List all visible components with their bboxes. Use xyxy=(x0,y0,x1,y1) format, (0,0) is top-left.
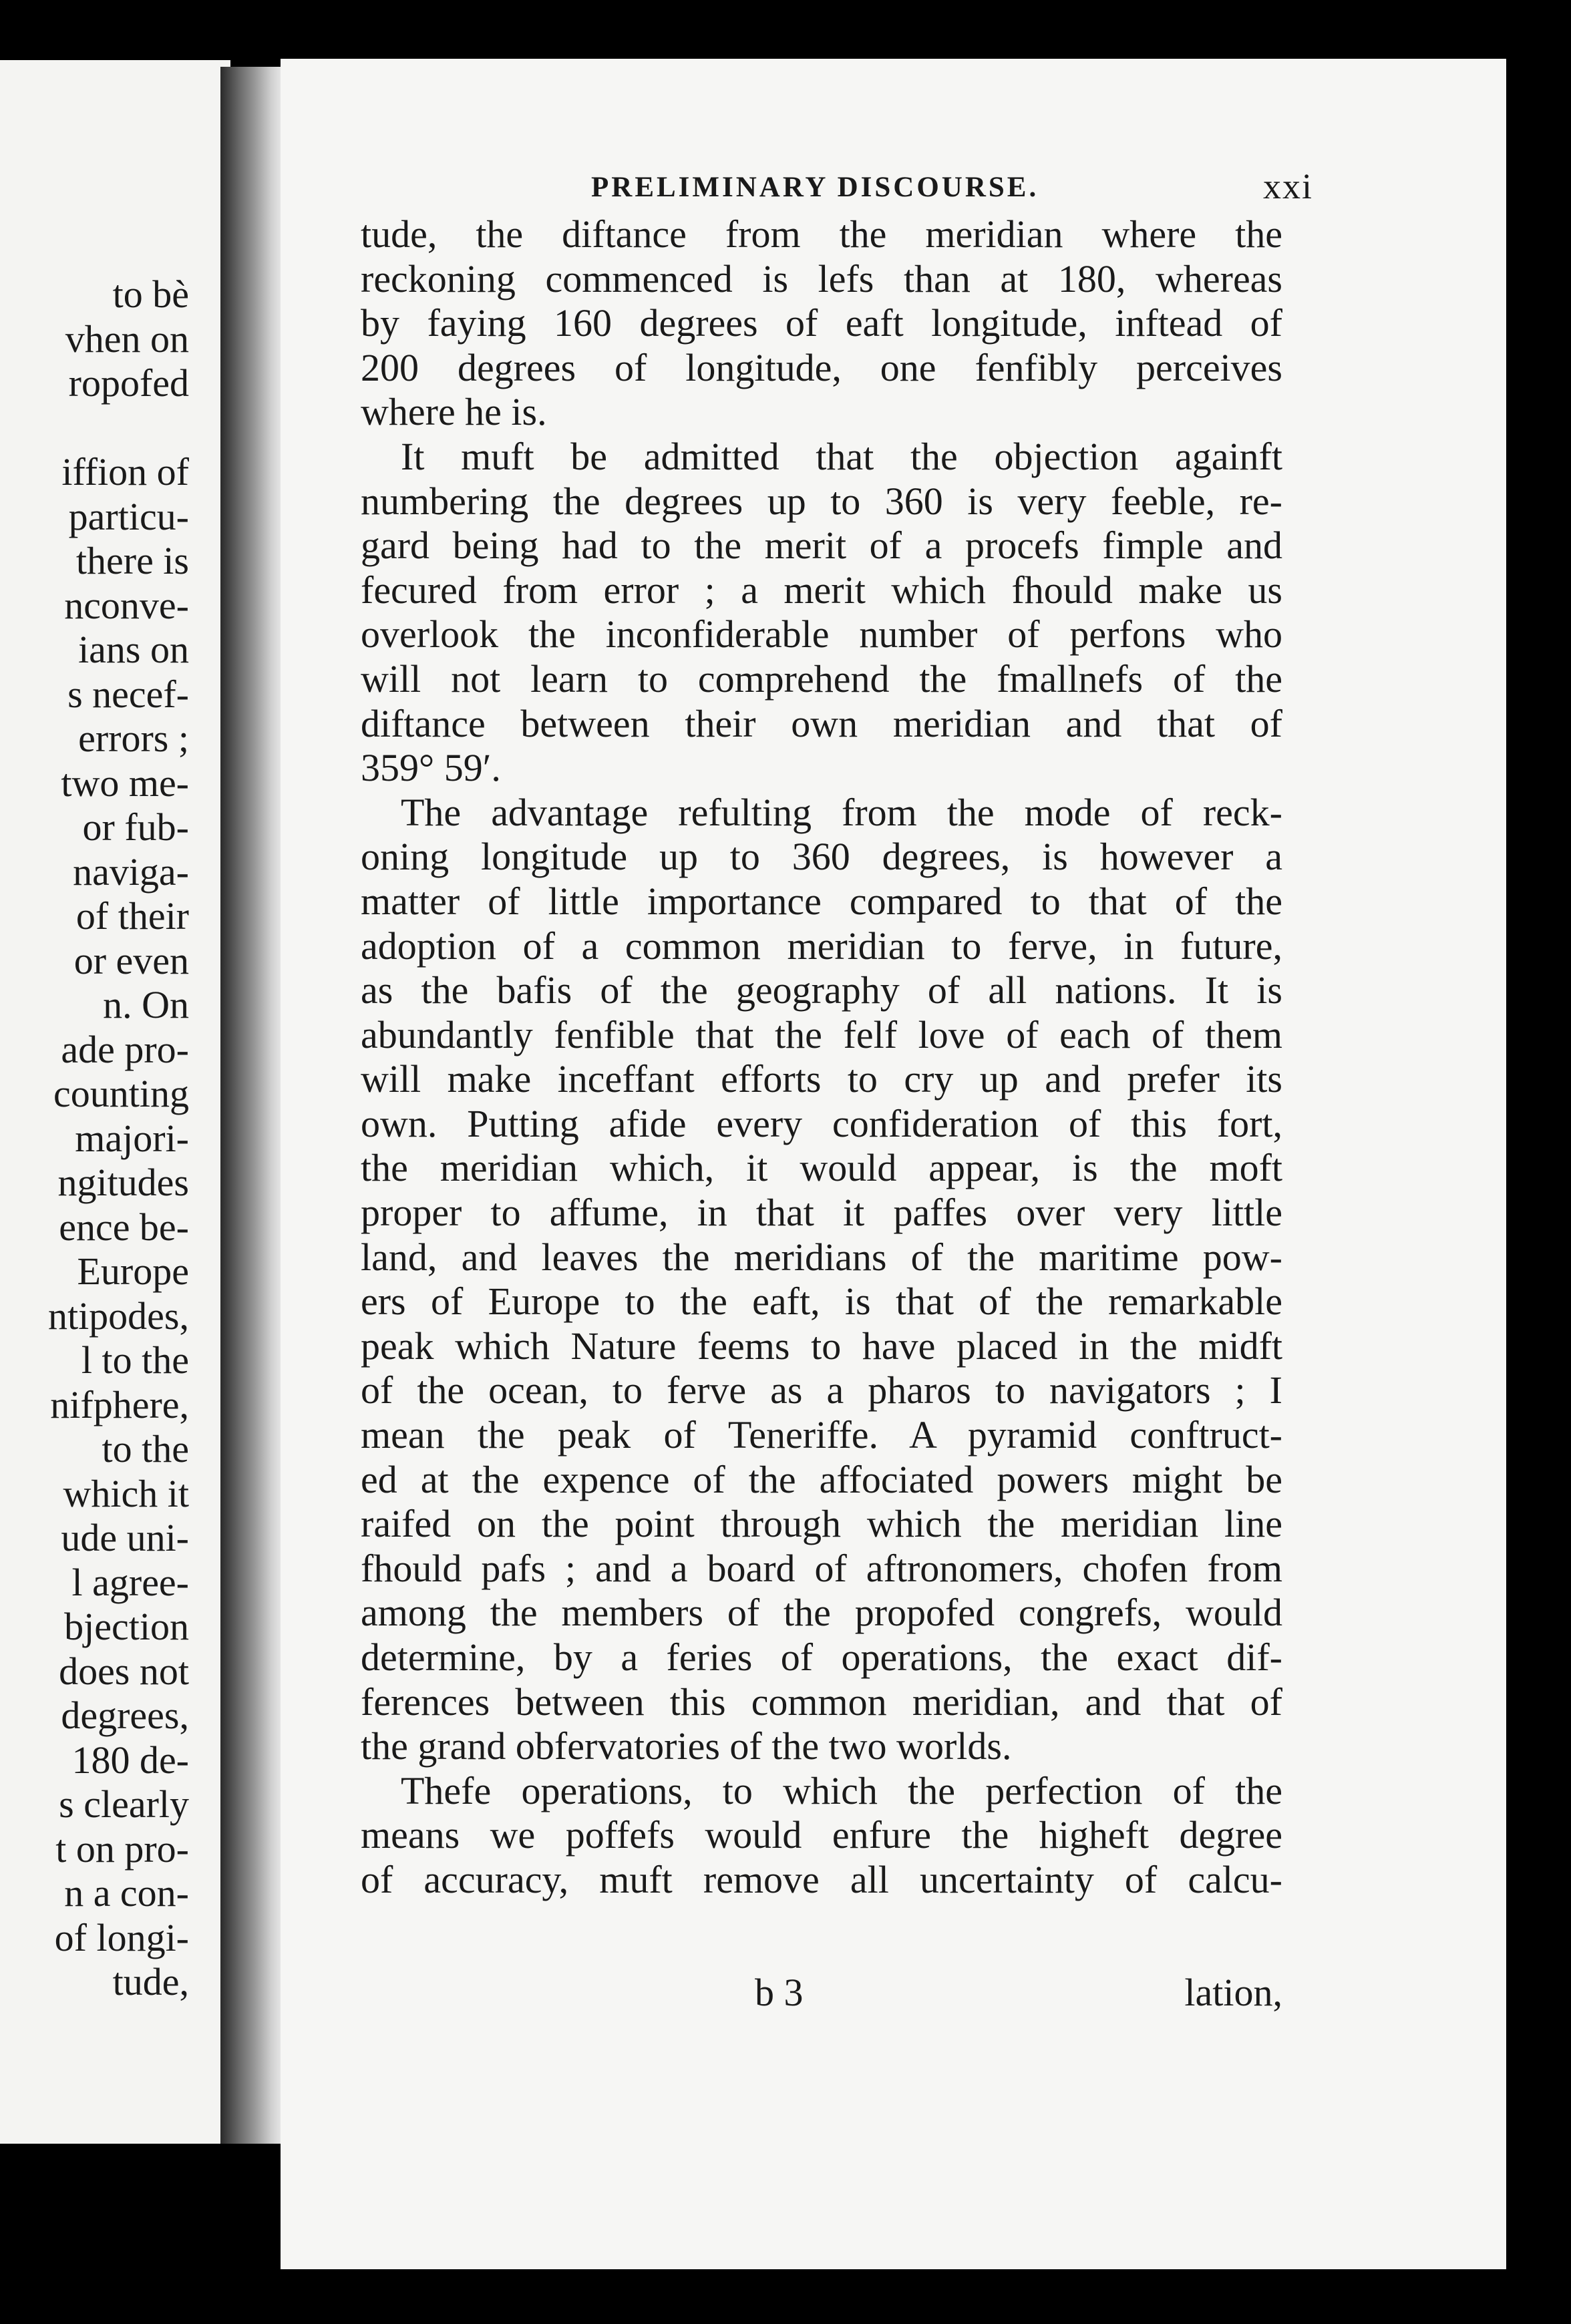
text-line: 359° 59′. xyxy=(361,746,501,790)
previous-page-line: to the xyxy=(102,1427,189,1471)
text-line: reckoning commenced is lefs than at 180, whereas xyxy=(361,256,1282,301)
text-line: overlook the inconfiderable number of perfons who xyxy=(361,612,1282,656)
signature-mark: b 3 xyxy=(755,1971,804,2014)
previous-page-line: s necef- xyxy=(67,672,189,716)
previous-page-line: 180 de- xyxy=(71,1738,189,1782)
catchword: lation, xyxy=(1184,1971,1282,2014)
previous-page-line: t on pro- xyxy=(55,1826,189,1871)
previous-page-line: ngitudes xyxy=(57,1161,189,1204)
text-line: proper to affume, in that it paffes over very little xyxy=(361,1191,1282,1235)
previous-page-line: iffion of xyxy=(61,450,189,494)
text-line: The advantage refulting from the mode of reck- xyxy=(401,790,1282,834)
text-line: the grand obfervatories of the two worlds. xyxy=(361,1724,1012,1768)
previous-page-line: ians on xyxy=(78,628,189,671)
text-line: the meridian which, it would appear, is the moft xyxy=(361,1146,1282,1190)
previous-page-line: vhen on xyxy=(65,317,189,361)
paragraph xyxy=(361,791,1282,1769)
previous-page-line: ence be- xyxy=(59,1205,189,1249)
text-line: mean the peak of Teneriffe. A pyramid conftruct- xyxy=(361,1413,1282,1457)
text-line: own. Putting afide every confideration of this fort, xyxy=(361,1101,1282,1145)
text-line: 200 degrees of longitude, one fenfibly perceives xyxy=(361,345,1282,389)
previous-page-line: nconve- xyxy=(64,583,189,627)
previous-page-line: does not xyxy=(59,1649,189,1693)
text-line: oning longitude up to 360 degrees, is however a xyxy=(361,835,1282,879)
previous-page-line: degrees, xyxy=(61,1694,189,1737)
text-line: as the bafis of the geography of all nations. It is xyxy=(361,968,1282,1012)
previous-page-line xyxy=(48,406,189,451)
previous-page-line: n a con- xyxy=(64,1871,189,1915)
previous-page-line: Europe xyxy=(77,1249,189,1293)
text-line: determine, by a feries of operations, the exact dif- xyxy=(361,1635,1282,1679)
text-line: diftance between their own meridian and that of xyxy=(361,701,1282,745)
text-line: where he is. xyxy=(361,390,547,434)
previous-page-line: counting xyxy=(53,1072,189,1115)
running-head-title: PRELIMINARY DISCOURSE. xyxy=(591,172,1039,203)
text-line: raifed on the point through which the meridian line xyxy=(361,1502,1282,1546)
previous-page-line: s clearly xyxy=(59,1782,189,1826)
previous-page-line: n. On xyxy=(103,983,189,1026)
previous-page-line: which it xyxy=(63,1471,189,1515)
text-line: gard being had to the merit of a procefs fimple and xyxy=(361,524,1282,568)
previous-page-line: ade pro- xyxy=(61,1027,189,1071)
previous-page-line: to bè xyxy=(112,272,189,316)
running-head xyxy=(314,166,1313,206)
previous-page-line: bjection xyxy=(64,1605,189,1648)
text-line: It muft be admitted that the objection againft xyxy=(401,434,1282,478)
previous-page-line: or fub- xyxy=(82,805,189,849)
previous-page-line: of longi- xyxy=(54,1915,189,1959)
previous-page-line: particu- xyxy=(68,494,189,538)
previous-page-line: l to the xyxy=(81,1338,189,1382)
previous-page-line: majori- xyxy=(75,1116,189,1160)
text-line: by faying 160 degrees of eaft longitude, inftead of xyxy=(361,301,1282,345)
text-line: ed at the expence of the affociated powers might be xyxy=(361,1457,1282,1501)
text-line: will make inceffant efforts to cry up and prefer its xyxy=(361,1057,1282,1101)
text-line: of accuracy, muft remove all uncertainty of calcu- xyxy=(361,1857,1282,1901)
paragraph xyxy=(361,1769,1282,1903)
previous-page-line: two me- xyxy=(61,761,189,805)
previous-page-line: of their xyxy=(75,894,189,938)
previous-page-line: ntipodes, xyxy=(47,1294,189,1338)
text-line: tude, the diftance from the meridian where the xyxy=(361,212,1282,256)
page-number: xxi xyxy=(1262,166,1313,206)
text-line: fhould pafs ; and a board of aftronomers, chofen from xyxy=(361,1546,1282,1590)
previous-page-line: or even xyxy=(73,938,189,982)
previous-page-fragment xyxy=(0,60,230,2144)
previous-page-line: ude uni- xyxy=(61,1516,189,1559)
previous-page-line: there is xyxy=(75,539,189,582)
text-line: will not learn to comprehend the fmallnefs of the xyxy=(361,656,1282,701)
text-line: means we poffefs would enfure the higheft degree xyxy=(361,1813,1282,1857)
text-line: matter of little importance compared to that of the xyxy=(361,879,1282,923)
previous-page-line: tude, xyxy=(112,1960,189,2003)
text-line: among the members of the propofed congrefs, would xyxy=(361,1591,1282,1635)
previous-page-line: ropofed xyxy=(68,361,189,405)
page-footer xyxy=(361,1970,1282,2017)
page-body xyxy=(361,212,1282,1903)
text-line: fecured from error ; a merit which fhould make us xyxy=(361,568,1282,612)
previous-page-line: errors ; xyxy=(78,717,189,760)
previous-page-line: naviga- xyxy=(73,849,189,894)
previous-page-text xyxy=(48,272,189,2005)
text-line: abundantly fenfible that the felf love of each of them xyxy=(361,1012,1282,1056)
previous-page-line: l agree- xyxy=(71,1560,189,1604)
previous-page-line: nifphere, xyxy=(50,1382,189,1426)
text-line: of the ocean, to ferve as a pharos to navigators ; I xyxy=(361,1368,1282,1412)
text-line: Thefe operations, to which the perfection of the xyxy=(401,1768,1282,1812)
text-line: peak which Nature feems to have placed in the midft xyxy=(361,1324,1282,1368)
text-line: land, and leaves the meridians of the maritime pow- xyxy=(361,1235,1282,1279)
text-line: numbering the degrees up to 360 is very feeble, re- xyxy=(361,479,1282,523)
text-line: ers of Europe to the eaft, is that of the remarkable xyxy=(361,1280,1282,1324)
paragraph xyxy=(361,435,1282,791)
text-line: ferences between this common meridian, and that of xyxy=(361,1680,1282,1724)
book-gutter xyxy=(220,67,284,2144)
paragraph xyxy=(361,212,1282,435)
text-line: adoption of a common meridian to ferve, in future, xyxy=(361,924,1282,968)
